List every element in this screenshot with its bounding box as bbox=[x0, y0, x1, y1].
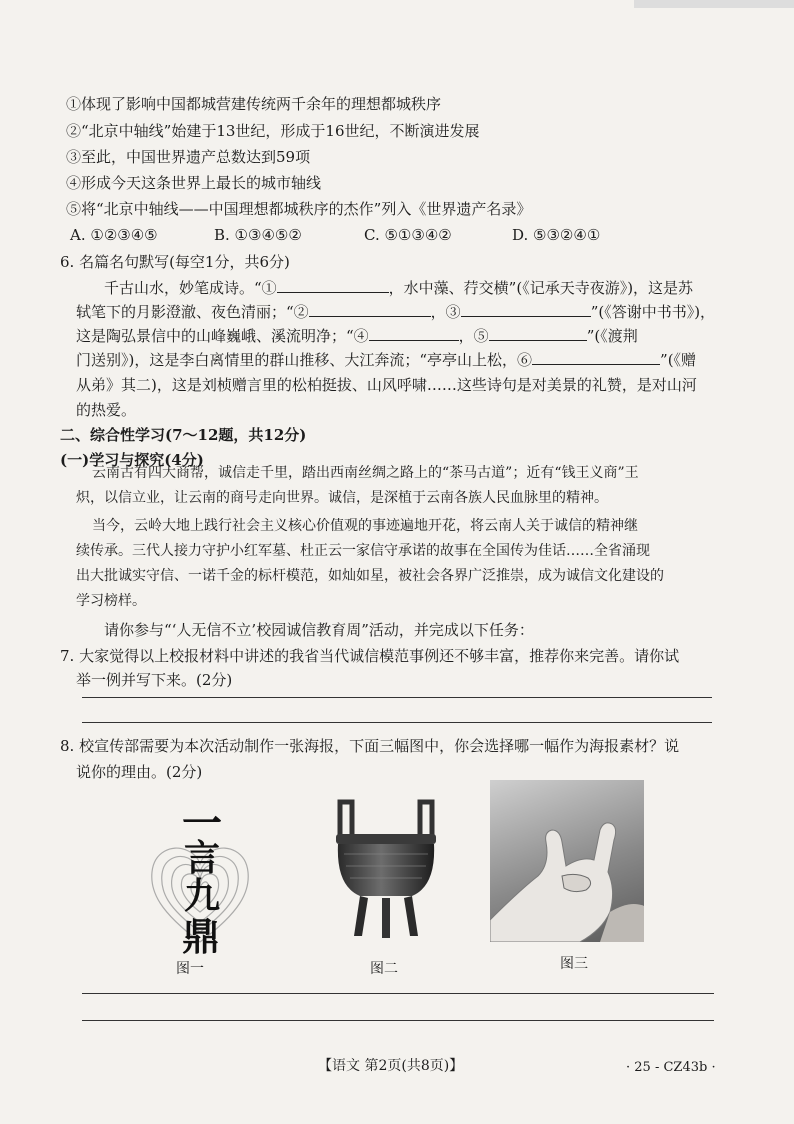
option-1: ①体现了影响中国都城营建传统两千余年的理想都城秩序 bbox=[66, 95, 442, 113]
figure-1-label: 图一 bbox=[176, 961, 204, 977]
answer-line-q8-1[interactable] bbox=[82, 993, 714, 994]
figure-2-image bbox=[330, 796, 442, 942]
task-instruction: 请你参与“‘人无信不立’校园诚信教育周”活动，并完成以下任务： bbox=[104, 621, 534, 639]
answer-line-q7-1[interactable] bbox=[82, 697, 712, 698]
calligraphy-char-1: 一 bbox=[182, 800, 222, 847]
q7-line1: 7. 大家觉得以上校报材料中讲述的我省当代诚信模范事例还不够丰富，推荐你来完善。请你试 bbox=[60, 647, 680, 665]
para2-line4: 学习榜样。 bbox=[76, 593, 146, 609]
calligraphy-char-2: 言 bbox=[184, 837, 221, 879]
q8-line2: 说你的理由。(2分) bbox=[76, 763, 203, 781]
scan-edge bbox=[634, 0, 794, 8]
para2-line2: 续传承。三代人接力守护小红军墓、杜正云一家信守承诺的故事在全国传为佳话……全省涌现 bbox=[76, 543, 650, 559]
q7-line2: 举一例并写下来。(2分) bbox=[76, 671, 233, 689]
blank-5[interactable] bbox=[489, 326, 587, 341]
choice-a[interactable]: A. ①②③④⑤ bbox=[70, 226, 158, 244]
para1-line1: 云南古有四大商帮，诚信走千里，踏出西南丝绸之路上的“茶马古道”；近有“钱王义商”王 bbox=[92, 465, 639, 481]
choice-b[interactable]: B. ①③④⑤② bbox=[214, 226, 302, 244]
blank-4[interactable] bbox=[369, 326, 459, 341]
para1-line2: 炽，以信立业，让云南的商号走向世界。诚信，是深植于云南各族人民血脉里的精神。 bbox=[76, 490, 608, 506]
answer-line-q7-2[interactable] bbox=[82, 722, 712, 723]
page-footer: 【语文 第2页(共8页)】 bbox=[318, 1058, 464, 1074]
figure-3-image bbox=[490, 780, 644, 942]
q8-line1: 8. 校宣传部需要为本次活动制作一张海报，下面三幅图中，你会选择哪一幅作为海报素材？说 bbox=[60, 737, 680, 755]
calligraphy-char-3: 九 bbox=[184, 875, 221, 917]
paper-code: · 25 - CZ43b · bbox=[626, 1060, 716, 1075]
para2-line3: 出大批诚实守信、一诺千金的标杆模范，如灿如星，被社会各界广泛推崇，成为诚信文化建设的 bbox=[76, 568, 664, 584]
figure-3-label: 图三 bbox=[560, 956, 588, 972]
figure-2-label: 图二 bbox=[370, 961, 398, 977]
pinky-promise-hands-icon bbox=[490, 780, 644, 942]
bronze-ding-icon bbox=[330, 796, 442, 942]
q6-line2: 轼笔下的月影澄澈、夜色清丽；“② ，③ ”(《答谢中书书》)， bbox=[76, 303, 716, 321]
q6-line3: 这是陶弘景信中的山峰巍峨、溪流明净；“④ ，⑤ ”(《渡荆 bbox=[76, 327, 638, 345]
blank-1[interactable] bbox=[277, 278, 389, 293]
calligraphy-char-4: 鼎 bbox=[182, 914, 221, 959]
blank-6[interactable] bbox=[532, 350, 660, 365]
blank-2[interactable] bbox=[309, 302, 431, 317]
answer-line-q8-2[interactable] bbox=[82, 1020, 714, 1021]
section2-sub1: (一)学习与探究(4分) bbox=[60, 451, 204, 469]
option-3: ③至此，中国世界遗产总数达到59项 bbox=[66, 148, 311, 166]
choice-d[interactable]: D. ⑤③②④① bbox=[512, 226, 601, 244]
option-4: ④形成今天这条世界上最长的城市轴线 bbox=[66, 174, 322, 192]
blank-3[interactable] bbox=[461, 302, 591, 317]
option-2: ②“北京中轴线”始建于13世纪，形成于16世纪，不断演进发展 bbox=[66, 122, 480, 140]
para2-line1: 当今，云岭大地上践行社会主义核心价值观的事迹遍地开花，将云南人关于诚信的精神继 bbox=[92, 518, 638, 534]
q6-line5: 从弟》其二)，这是刘桢赠言里的松柏挺拔、山风呼啸……这些诗句是对美景的礼赞，是对山河 bbox=[76, 376, 697, 394]
q6-line1: 千古山水，妙笔成诗。“① ，水中藻、荇交横”(《记承天寺夜游》)，这是苏 bbox=[104, 279, 694, 297]
q6-title: 6. 名篇名句默写(每空1分，共6分) bbox=[60, 253, 290, 271]
choice-c[interactable]: C. ⑤①③④② bbox=[364, 226, 452, 244]
option-5: ⑤将“北京中轴线——中国理想都城秩序的杰作”列入《世界遗产名录》 bbox=[66, 200, 532, 218]
q6-line6: 的热爱。 bbox=[76, 401, 137, 419]
q6-line4: 门送别》)，这是李白离情里的群山推移、大江奔流；“亭亭山上松，⑥ ”(《赠 bbox=[76, 351, 697, 369]
section2-title: 二、综合性学习(7～12题，共12分) bbox=[60, 426, 307, 444]
figure-1-image bbox=[140, 792, 260, 959]
